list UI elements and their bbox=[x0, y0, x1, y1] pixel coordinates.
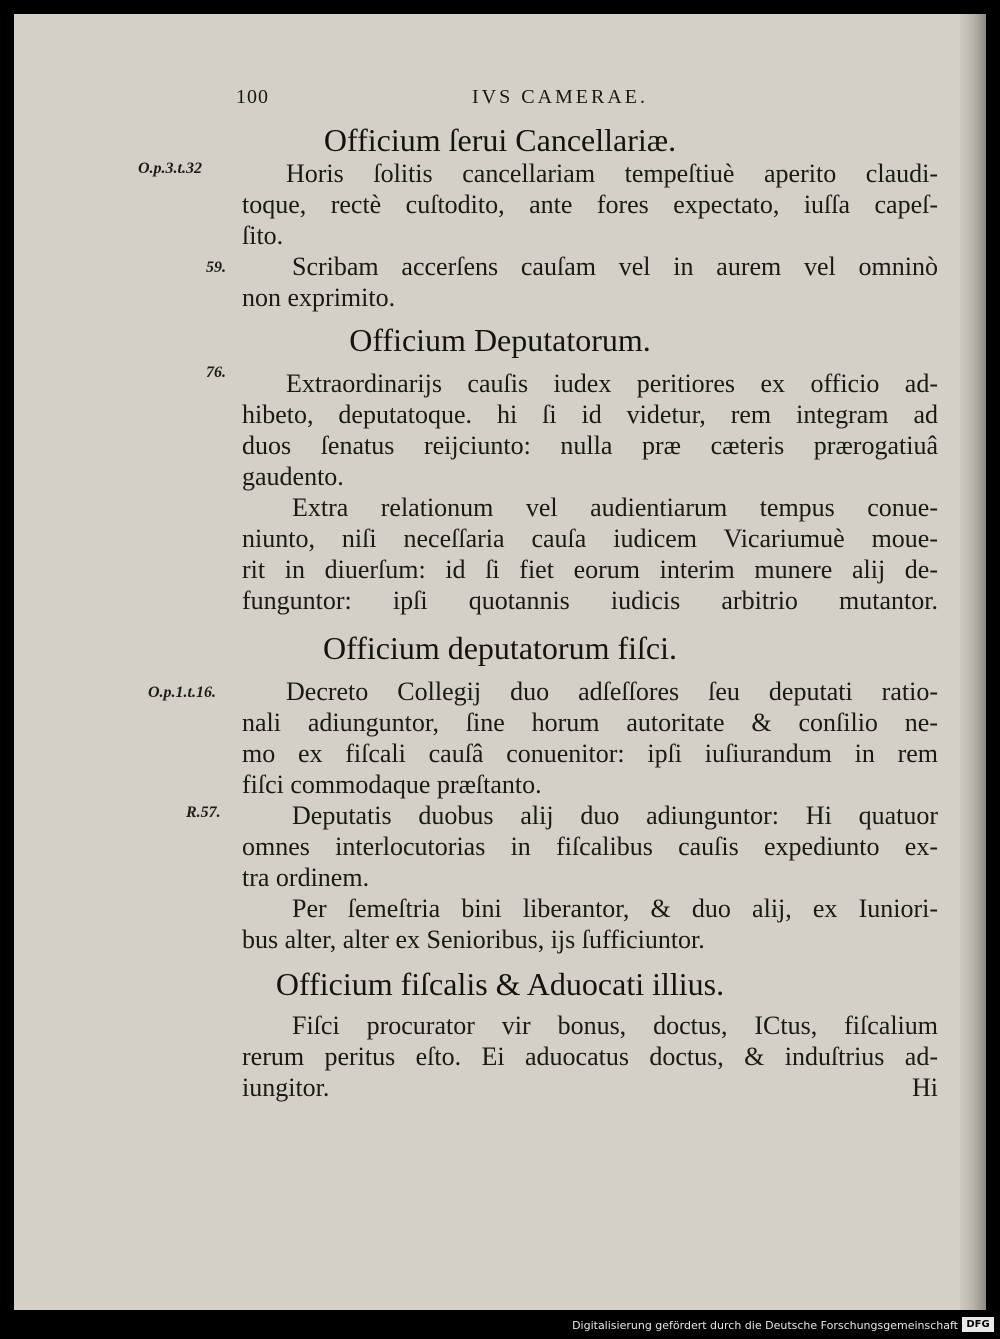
text-line: fiſci commodaque præſtanto. bbox=[242, 770, 542, 799]
text-line: mo ex fiſcali cauſâ conuenitor: ipſi iuſiurandum in rem bbox=[242, 739, 938, 768]
text-line: nali adiunguntor, ſine horum autoritate & conſilio ne- bbox=[242, 708, 938, 737]
text-line: rerum peritus eſto. Ei aduocatus doctus, & induſtrius ad- bbox=[242, 1042, 938, 1071]
text-line: non exprimito. bbox=[242, 283, 396, 312]
section-heading: Officium ſerui Cancellariæ. bbox=[323, 122, 677, 158]
running-title: IVS CAMERAE. bbox=[472, 86, 649, 108]
margin-note: O.p.1.t.16. bbox=[148, 684, 216, 701]
text-line: gaudento. bbox=[242, 462, 344, 491]
running-header bbox=[14, 86, 986, 116]
text-line: Per ſemeſtria bini liberantor, & duo alij, ex Iuniori- bbox=[292, 894, 938, 923]
margin-note: 59. bbox=[206, 259, 226, 276]
text-line: duos ſenatus reijciunto: nulla præ cæteris prærogatiuâ bbox=[242, 431, 938, 460]
margin-note: R.57. bbox=[186, 804, 221, 821]
footer-bar bbox=[0, 1310, 1000, 1339]
funding-credit: Digitalisierung gefördert durch die Deutsche Forschungsgemeinschaft bbox=[572, 1319, 958, 1332]
section-heading: Officium fiſcalis & Aduocati illius. bbox=[275, 966, 725, 1002]
section-heading: Officium Deputatorum. bbox=[349, 322, 651, 358]
text-line: niunto, niſi neceſſaria cauſa iudicem Vicariumuè moue- bbox=[242, 524, 938, 553]
text-line: hibeto, deputatoque. hi ſi id videtur, rem integram ad bbox=[242, 400, 938, 429]
text-line: tra ordinem. bbox=[242, 863, 370, 892]
text-line: Scribam accerſens cauſam vel in aurem vel omninò bbox=[292, 252, 938, 281]
text-line: toque, rectè cuſtodito, ante fores expectato, iuſſa capeſ- bbox=[242, 190, 938, 219]
text-line: omnes interlocutorias in fiſcalibus cauſis expediunto ex- bbox=[242, 832, 938, 861]
text-line: ſito. bbox=[242, 221, 284, 250]
text-line: Decreto Collegij duo adſeſſores ſeu deputati ratio- bbox=[286, 677, 938, 706]
text-line: Extraordinarijs cauſis iudex peritiores ex officio ad- bbox=[286, 369, 938, 398]
text-line: Extra relationum vel audientiarum tempus conue- bbox=[292, 493, 938, 522]
book-page bbox=[14, 14, 986, 1310]
page-number: 100 bbox=[236, 86, 269, 108]
margin-note: O.p.3.t.32 bbox=[138, 160, 202, 177]
text-line: Deputatis duobus alij duo adiunguntor: Hi quatuor bbox=[292, 801, 938, 830]
text-line: rit in diuerſum: id ſi fiet eorum interim munere alij de- bbox=[242, 555, 938, 584]
text-line: funguntor: ipſi quotannis iudicis arbitrio mutantor. bbox=[242, 586, 938, 615]
text-line: Fiſci procurator vir bonus, doctus, ICtus, fiſcalium bbox=[292, 1011, 938, 1040]
dfg-logo: DFG bbox=[962, 1317, 994, 1332]
catchword: Hi bbox=[912, 1073, 938, 1102]
text-line: Horis ſolitis cancellariam tempeſtiuè aperito claudi- bbox=[286, 159, 938, 188]
margin-note: 76. bbox=[206, 364, 226, 381]
text-line: iungitor. bbox=[242, 1073, 330, 1102]
text-line: bus alter, alter ex Senioribus, ijs ſufficiuntor. bbox=[242, 925, 705, 954]
section-heading: Officium deputatorum fiſci. bbox=[323, 630, 677, 666]
